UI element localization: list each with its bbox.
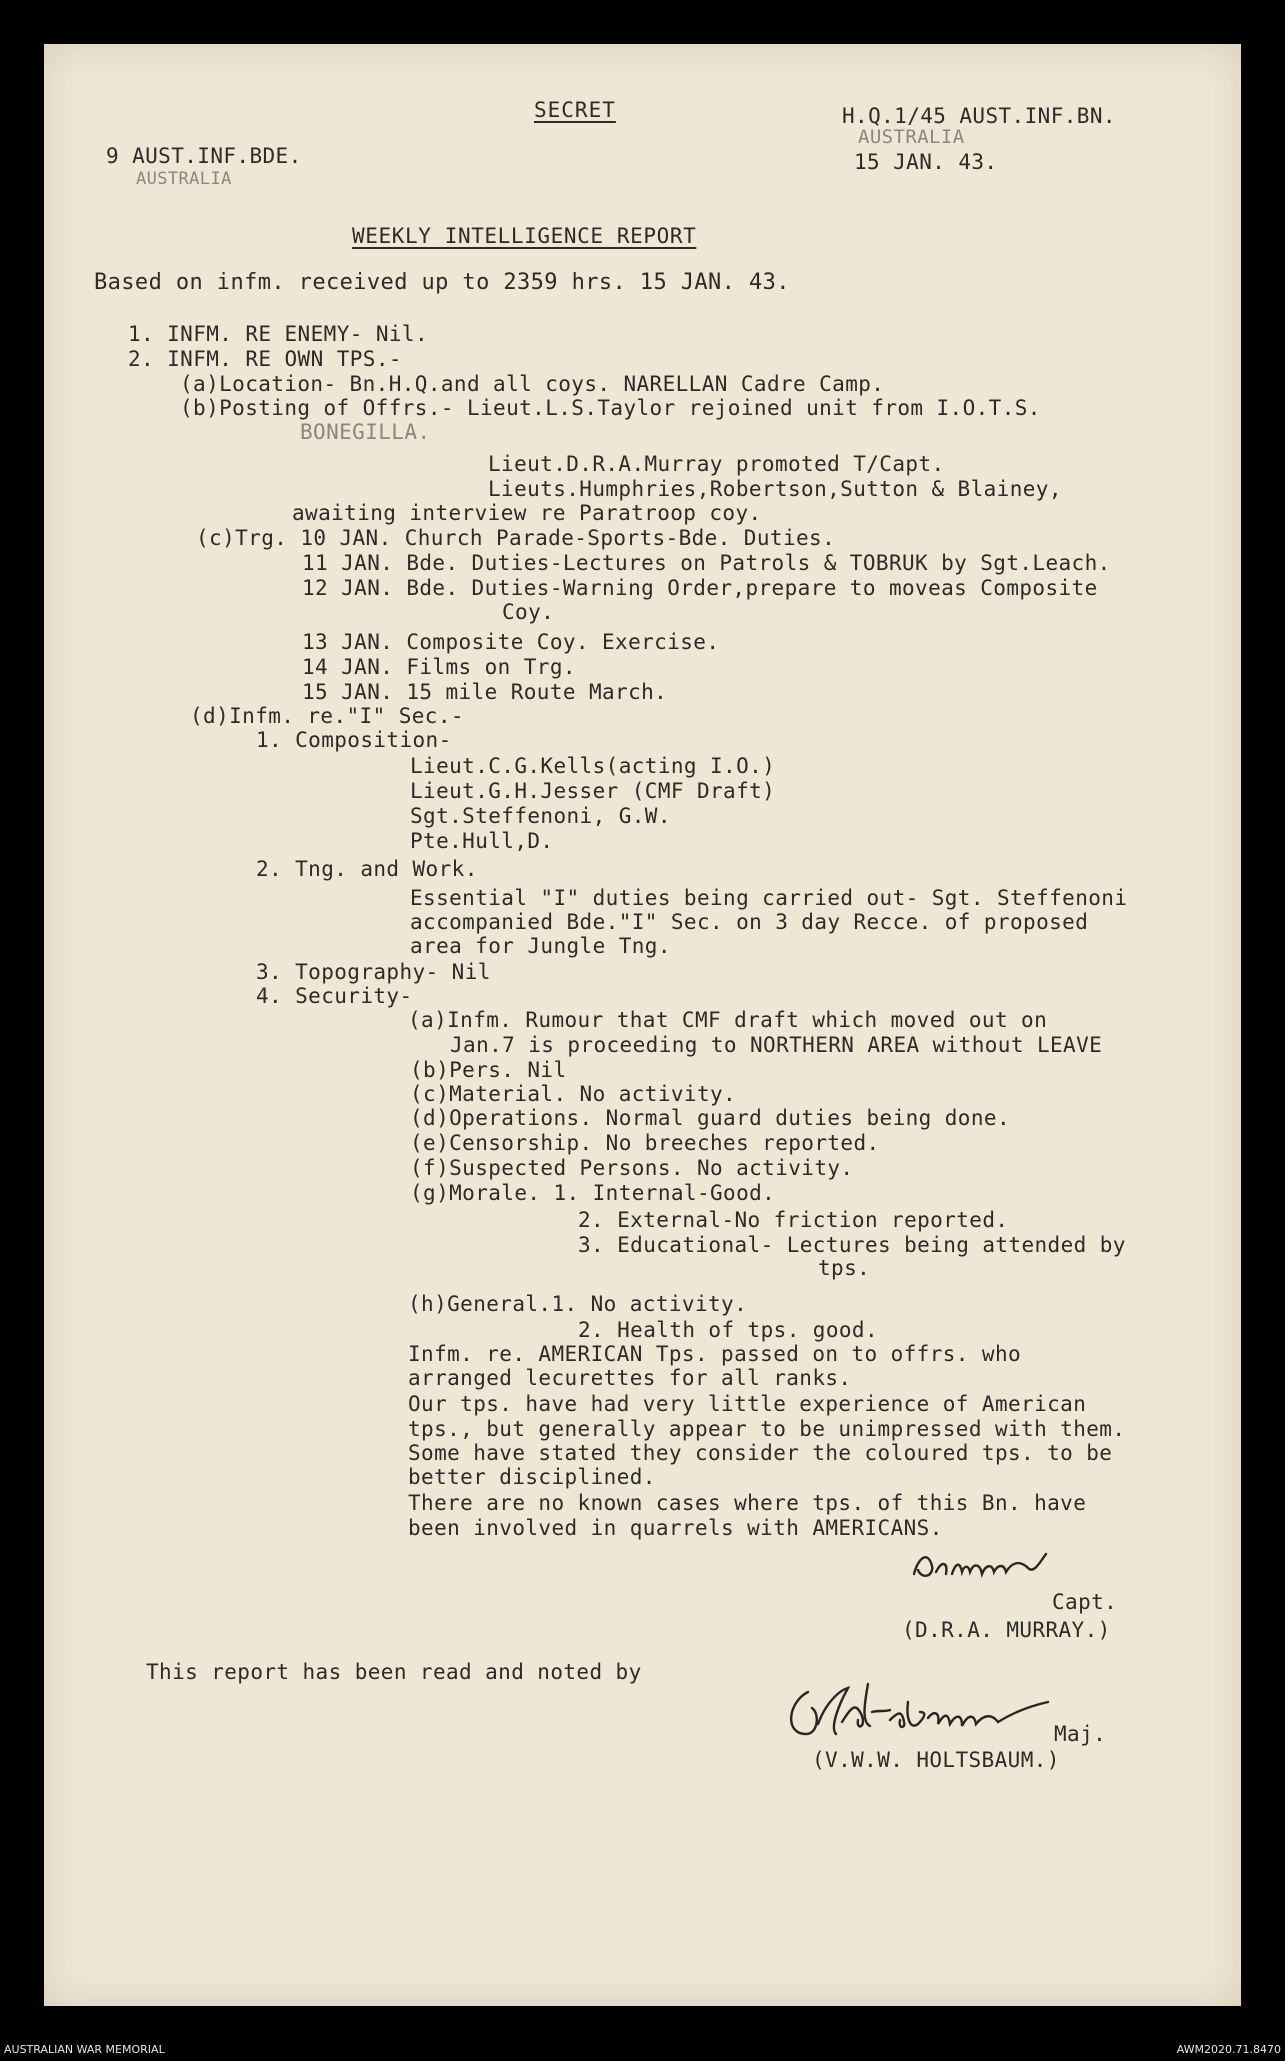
- line: (d)Operations. Normal guard duties being done.: [410, 1106, 1010, 1130]
- line: better disciplined.: [408, 1465, 656, 1489]
- line: 4. Security-: [256, 984, 413, 1008]
- signature-holtsbaum: [778, 1672, 1058, 1752]
- intro-line: Based on infm. received up to 2359 hrs. 15 JAN. 43.: [94, 270, 790, 295]
- signature1-name: (D.R.A. MURRAY.): [902, 1618, 1111, 1642]
- line: 13 JAN. Composite Coy. Exercise.: [302, 630, 720, 654]
- from-country: AUSTRALIA: [858, 126, 965, 148]
- line: 1. Composition-: [256, 728, 452, 752]
- document-page: [44, 44, 1241, 2006]
- to-country: AUSTRALIA: [136, 169, 232, 189]
- line: 3. Topography- Nil: [256, 960, 491, 984]
- line: 12 JAN. Bde. Duties-Warning Order,prepare to moveas Composite: [302, 576, 1098, 600]
- line: 2. External-No friction reported.: [578, 1208, 1009, 1232]
- line: Our tps. have had very little experience of American: [408, 1392, 1087, 1416]
- line: (b)Pers. Nil: [410, 1058, 567, 1082]
- line: Pte.Hull,D.: [410, 829, 554, 853]
- line: tps., but generally appear to be unimpressed with them.: [408, 1417, 1126, 1441]
- noted-by-line: This report has been read and noted by: [146, 1660, 642, 1684]
- classification: SECRET: [534, 98, 616, 122]
- line: Lieuts.Humphries,Robertson,Sutton & Blainey,: [488, 477, 1062, 501]
- line: Lieut.G.H.Jesser (CMF Draft): [410, 779, 776, 803]
- line: (g)Morale. 1. Internal-Good.: [410, 1181, 776, 1205]
- footer-left: AUSTRALIAN WAR MEMORIAL: [4, 2043, 165, 2056]
- signature2-rank: Maj.: [1054, 1722, 1107, 1746]
- line: (a)Infm. Rumour that CMF draft which moved out on: [408, 1008, 1048, 1032]
- line: tps.: [818, 1256, 871, 1280]
- line: 2. Health of tps. good.: [578, 1318, 878, 1342]
- signature-murray: [908, 1540, 1058, 1590]
- line: Lieut.D.R.A.Murray promoted T/Capt.: [488, 452, 945, 476]
- line: (f)Suspected Persons. No activity.: [410, 1156, 854, 1180]
- line: (e)Censorship. No breeches reported.: [410, 1131, 880, 1155]
- line: Infm. re. AMERICAN Tps. passed on to offrs. who: [408, 1342, 1022, 1366]
- line: Lieut.C.G.Kells(acting I.O.): [410, 754, 776, 778]
- line: awaiting interview re Paratroop coy.: [292, 501, 762, 525]
- signature2-name: (V.W.W. HOLTSBAUM.): [812, 1748, 1060, 1772]
- line: area for Jungle Tng.: [410, 934, 671, 958]
- report-date: 15 JAN. 43.: [854, 150, 998, 174]
- line: accompanied Bde."I" Sec. on 3 day Recce. of proposed: [410, 910, 1089, 934]
- line: 1. INFM. RE ENEMY- Nil.: [128, 322, 428, 346]
- signature1-rank: Capt.: [1052, 1590, 1118, 1614]
- line: Essential "I" duties being carried out- Sgt. Steffenoni: [410, 886, 1128, 910]
- line: arranged lecurettes for all ranks.: [408, 1366, 852, 1390]
- from-unit: H.Q.1/45 AUST.INF.BN.: [842, 104, 1116, 128]
- line: (a)Location- Bn.H.Q.and all coys. NARELLAN Cadre Camp.: [180, 372, 885, 396]
- line: been involved in quarrels with AMERICANS.: [408, 1516, 943, 1540]
- line: BONEGILLA.: [300, 420, 431, 444]
- line: 11 JAN. Bde. Duties-Lectures on Patrols & TOBRUK by Sgt.Leach.: [302, 551, 1111, 575]
- line: 15 JAN. 15 mile Route March.: [302, 680, 668, 704]
- line: Sgt.Steffenoni, G.W.: [410, 804, 671, 828]
- line: (c)Trg. 10 JAN. Church Parade-Sports-Bde. Duties.: [196, 526, 836, 550]
- line: Jan.7 is proceeding to NORTHERN AREA without LEAVE: [450, 1033, 1103, 1057]
- line: 2. Tng. and Work.: [256, 857, 478, 881]
- line: (b)Posting of Offrs.- Lieut.L.S.Taylor rejoined unit from I.O.T.S.: [180, 396, 1041, 420]
- line: (c)Material. No activity.: [410, 1082, 737, 1106]
- line: 3. Educational- Lectures being attended by: [578, 1233, 1126, 1257]
- footer-right: AWM2020.71.8470: [1176, 2043, 1281, 2056]
- line: There are no known cases where tps. of this Bn. have: [408, 1491, 1087, 1515]
- line: Coy.: [502, 600, 555, 624]
- line: Some have stated they consider the coloured tps. to be: [408, 1441, 1113, 1465]
- line: 14 JAN. Films on Trg.: [302, 655, 576, 679]
- report-title: WEEKLY INTELLIGENCE REPORT: [352, 224, 697, 248]
- line: (d)Infm. re."I" Sec.-: [190, 704, 464, 728]
- to-unit: 9 AUST.INF.BDE.: [106, 144, 302, 168]
- line: (h)General.1. No activity.: [408, 1292, 748, 1316]
- line: 2. INFM. RE OWN TPS.-: [128, 347, 402, 371]
